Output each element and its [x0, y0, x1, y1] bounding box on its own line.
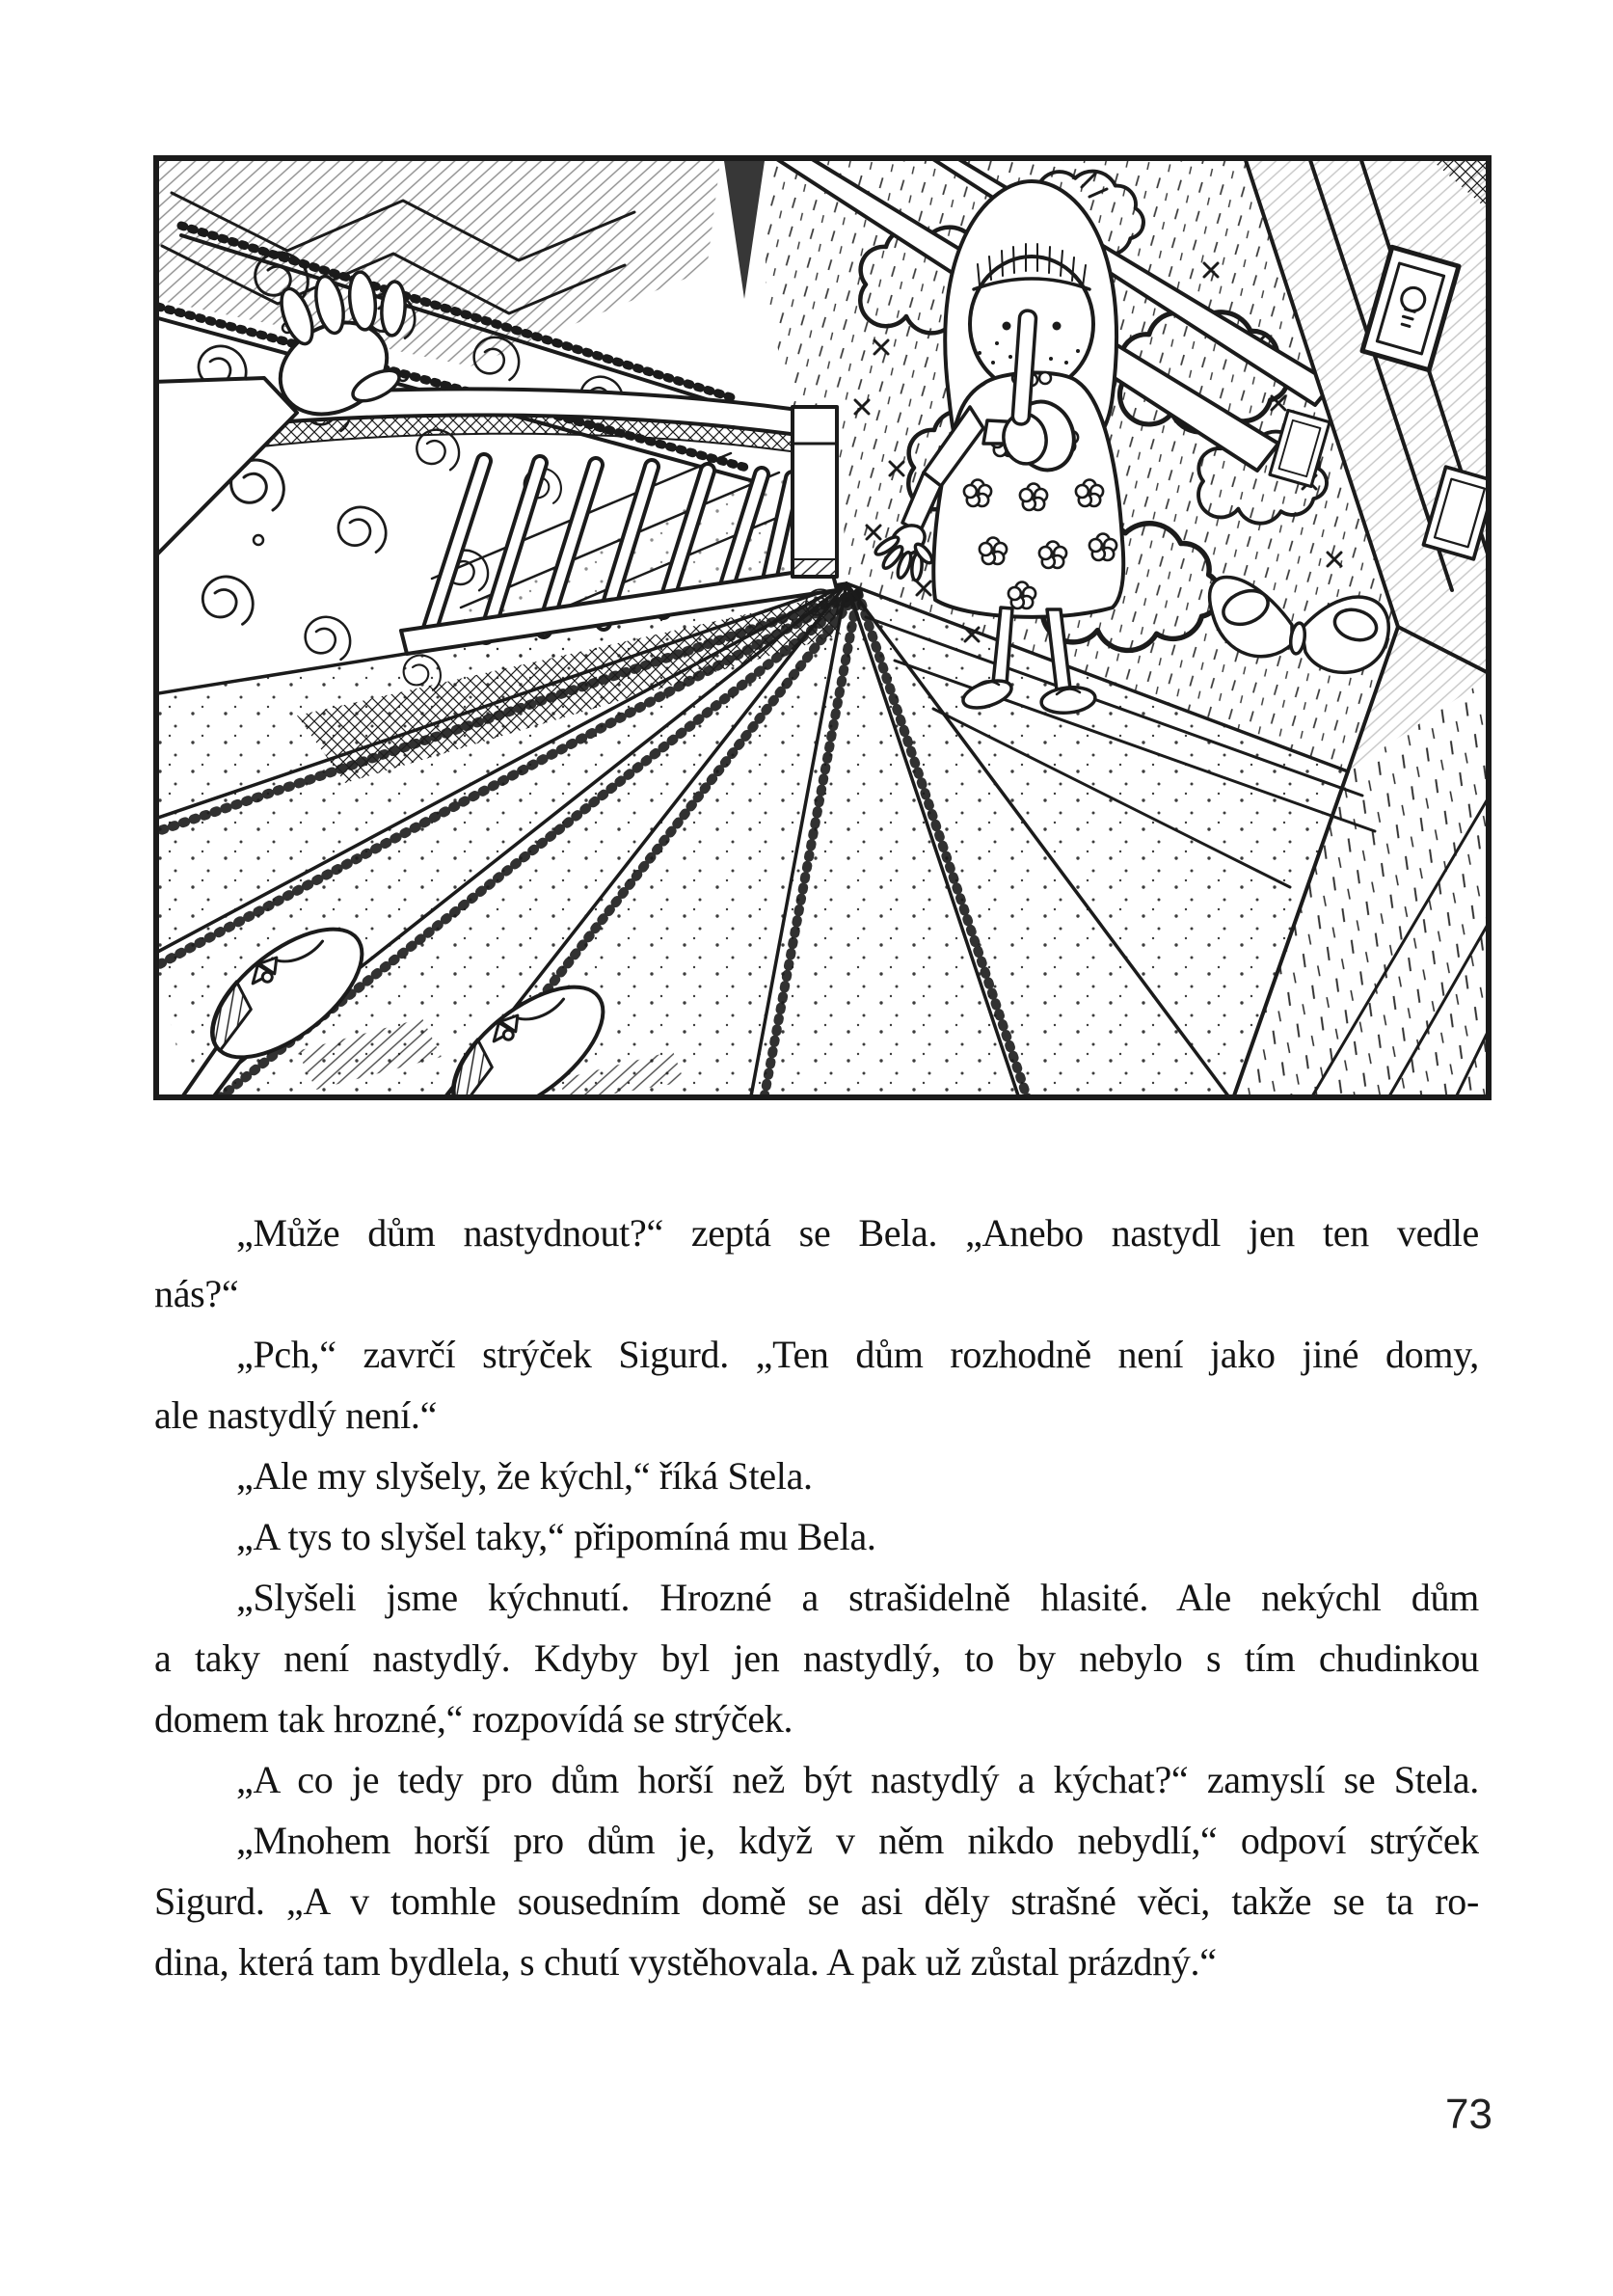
- text-line: „Ale my slyšely, že kýchl,“ říká Stela.: [236, 1454, 813, 1498]
- eye: [1003, 322, 1011, 331]
- text-line: „A co je tedy pro dům horší než být nastydlý a kýchat?“ zamyslí se Stela.: [236, 1758, 1479, 1801]
- paragraph: [154, 1324, 1479, 1445]
- text-line: nás?“: [154, 1272, 239, 1315]
- text-line: dina, která tam bydlela, s chutí vystěhovala. A pak už zůstal prázdný.“: [154, 1940, 1217, 1984]
- text-line: „Slyšeli jsme kýchnutí. Hrozné a strašidelně hlasité. Ale nekýchl dům: [236, 1576, 1479, 1619]
- text-line: „Mnohem horší pro dům je, když v něm nikdo nebydlí,“ odpoví strýček: [236, 1819, 1479, 1862]
- paragraph: [154, 1749, 1479, 1810]
- paragraph: [154, 1506, 1479, 1567]
- body-text: [154, 1202, 1479, 1992]
- page-number: 73: [1445, 2091, 1492, 2138]
- text-line: a taky není nastydlý. Kdyby byl jen nastydlý, to by nebylo s tím chudinkou: [154, 1636, 1479, 1680]
- staircase-illustration: [152, 154, 1492, 1101]
- text-line: „A tys to slyšel taky,“ připomíná mu Bela.: [236, 1515, 876, 1558]
- text-line: „Může dům nastydnout?“ zeptá se Bela. „Anebo nastydl jen ten vedle: [236, 1211, 1479, 1255]
- paragraph: [154, 1810, 1479, 1992]
- text-line: domem tak hrozné,“ rozpovídá se strýček.: [154, 1697, 793, 1741]
- paragraph: [154, 1202, 1479, 1324]
- paragraph: [154, 1567, 1479, 1749]
- text-line: Sigurd. „A v tomhle sousedním domě se asi děly strašné věci, takže se ta ro-: [154, 1879, 1479, 1923]
- text-line: ale nastydlý není.“: [154, 1393, 438, 1437]
- paragraph: [154, 1445, 1479, 1506]
- text-line: „Pch,“ zavrčí strýček Sigurd. „Ten dům rozhodně není jako jiné domy,: [236, 1333, 1479, 1376]
- eye: [1053, 322, 1062, 331]
